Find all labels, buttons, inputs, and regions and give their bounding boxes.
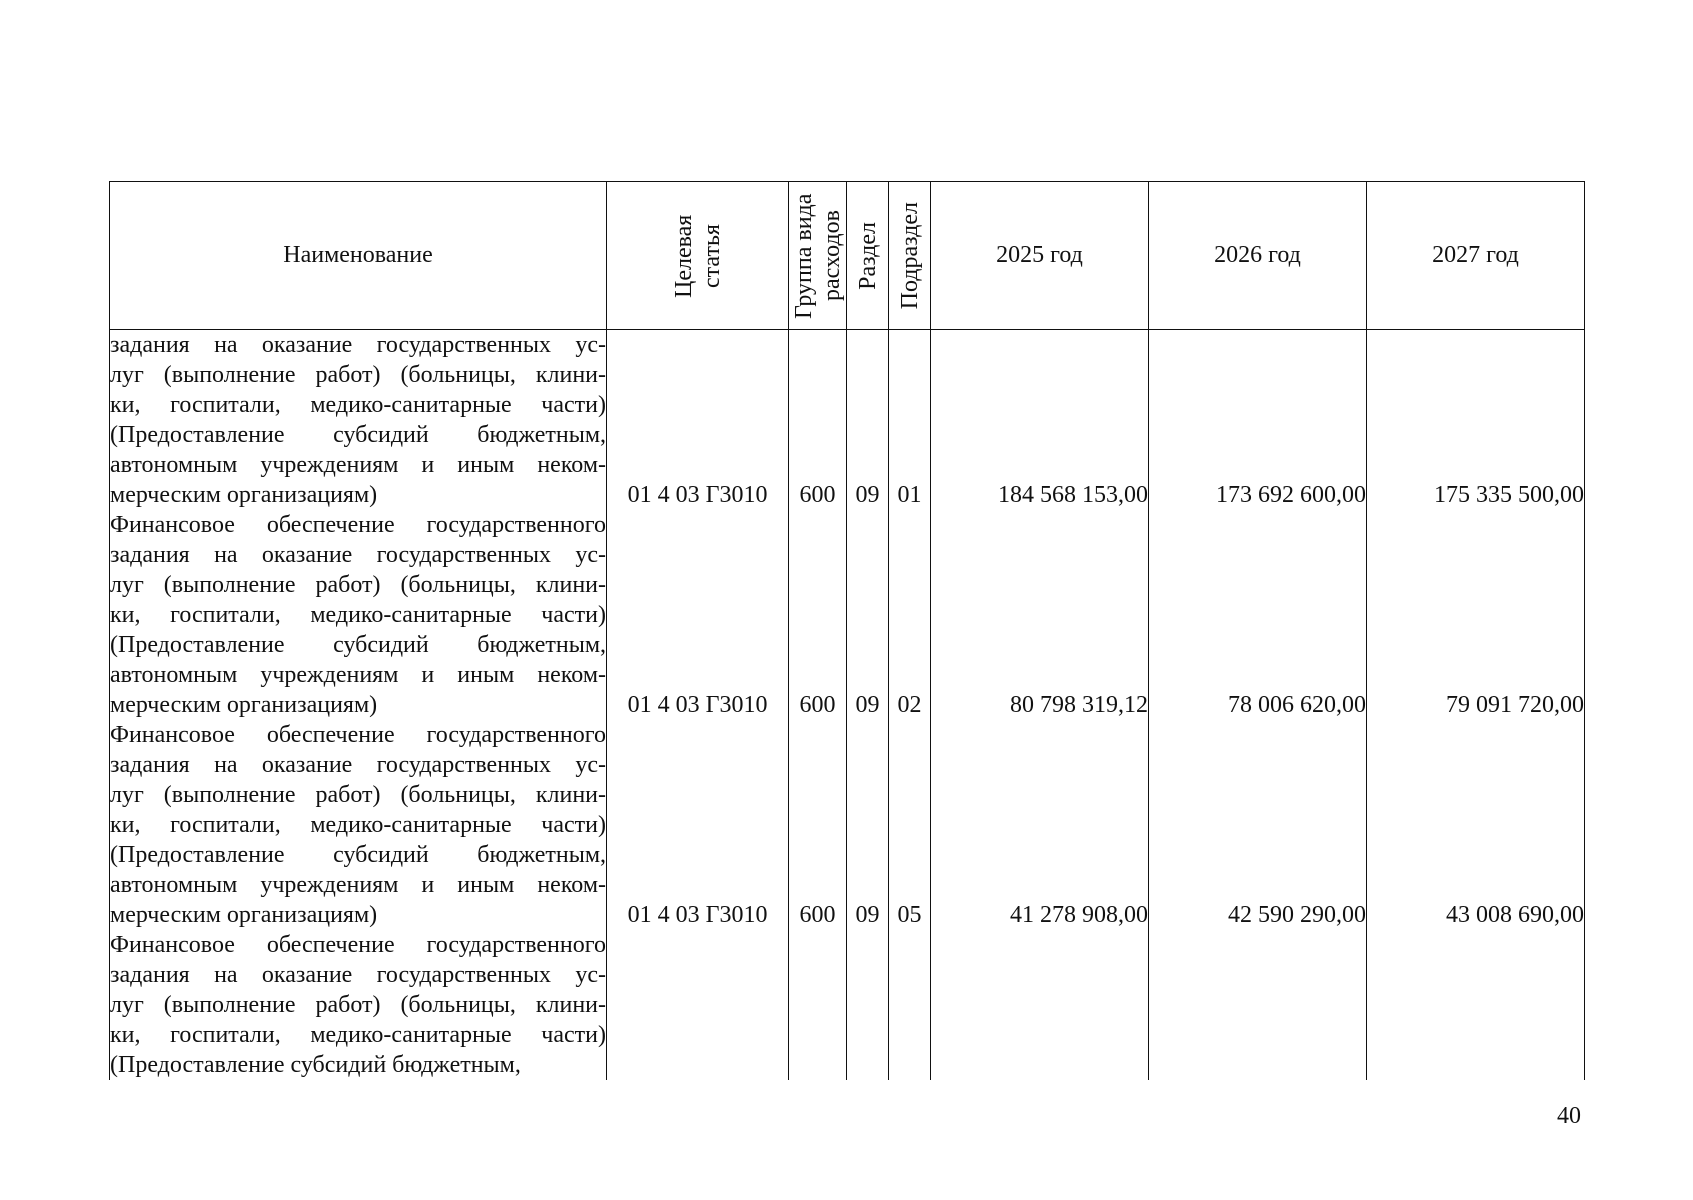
row-section: 09 xyxy=(847,510,889,720)
row-name-line: мерческим организациям) xyxy=(110,902,378,928)
row-amount-2025: 41 278 908,00 xyxy=(931,720,1149,930)
row-amount-2027: 79 091 720,00 xyxy=(1367,510,1585,720)
row-name-line: луг (выполнение работ) (больницы, клини- xyxy=(110,782,606,808)
row-target-article: 01 4 03 Г3010 xyxy=(607,510,789,720)
row-amount-2025 xyxy=(931,930,1149,1080)
row-name-line: (Предоставление субсидий бюджетным, xyxy=(110,422,606,448)
row-name-line: мерческим организациям) xyxy=(110,692,378,718)
row-amount-2026: 42 590 290,00 xyxy=(1149,720,1367,930)
row-name-line: Финансовое обеспечение государственного xyxy=(110,722,606,748)
row-section: 09 xyxy=(847,330,889,511)
row-name-line: задания на оказание государственных ус- xyxy=(110,332,606,358)
row-name-line: луг (выполнение работ) (больницы, клини- xyxy=(110,572,606,598)
row-expense-group: 600 xyxy=(789,330,847,511)
row-target-article xyxy=(607,930,789,1080)
header-2027: 2027 год xyxy=(1367,182,1585,330)
row-expense-group xyxy=(789,930,847,1080)
row-subsection: 02 xyxy=(889,510,931,720)
row-name-line: (Предоставление субсидий бюджетным, xyxy=(110,1052,521,1078)
row-name-line: ки, госпитали, медико-санитарные части) xyxy=(110,392,606,418)
header-section xyxy=(847,182,889,330)
header-subsection xyxy=(889,182,931,330)
header-target-article xyxy=(607,182,789,330)
row-amount-2027: 43 008 690,00 xyxy=(1367,720,1585,930)
header-2025: 2025 год xyxy=(931,182,1149,330)
row-amount-2025: 80 798 319,12 xyxy=(931,510,1149,720)
row-name-line: ки, госпитали, медико-санитарные части) xyxy=(110,602,606,628)
header-target-article-text: Целевая статья xyxy=(670,213,725,298)
row-expense-group: 600 xyxy=(789,720,847,930)
row-name-line: задания на оказание государственных ус- xyxy=(110,752,606,778)
row-name xyxy=(110,720,607,930)
row-name xyxy=(110,930,607,1080)
row-amount-2026: 78 006 620,00 xyxy=(1149,510,1367,720)
table-row xyxy=(110,330,1585,511)
row-amount-2025: 184 568 153,00 xyxy=(931,330,1149,511)
row-expense-group: 600 xyxy=(789,510,847,720)
row-name-line: луг (выполнение работ) (больницы, клини- xyxy=(110,992,606,1018)
page-number: 40 xyxy=(1557,1103,1581,1129)
table-body xyxy=(110,330,1585,1081)
row-section: 09 xyxy=(847,720,889,930)
table-row xyxy=(110,720,1585,930)
row-name-line: (Предоставление субсидий бюджетным, xyxy=(110,632,606,658)
header-expense-group-text: Группа вида расходов xyxy=(790,192,845,319)
budget-table xyxy=(109,181,1585,1080)
table-row xyxy=(110,930,1585,1080)
row-name-line: автономным учреждениям и иным неком- xyxy=(110,872,606,898)
row-name xyxy=(110,330,607,511)
row-name-line: задания на оказание государственных ус- xyxy=(110,542,606,568)
row-name-line: автономным учреждениям и иным неком- xyxy=(110,662,606,688)
header-section-text: Раздел xyxy=(854,221,881,290)
row-target-article: 01 4 03 Г3010 xyxy=(607,330,789,511)
table-header xyxy=(110,182,1585,330)
row-name-line: задания на оказание государственных ус- xyxy=(110,962,606,988)
row-amount-2026 xyxy=(1149,930,1367,1080)
row-amount-2026: 173 692 600,00 xyxy=(1149,330,1367,511)
row-name-line: мерческим организациям) xyxy=(110,482,378,508)
table-row xyxy=(110,510,1585,720)
row-section xyxy=(847,930,889,1080)
row-amount-2027: 175 335 500,00 xyxy=(1367,330,1585,511)
header-subsection-text: Подраздел xyxy=(896,201,923,310)
row-name-line: ки, госпитали, медико-санитарные части) xyxy=(110,1022,606,1048)
row-subsection xyxy=(889,930,931,1080)
header-expense-group xyxy=(789,182,847,330)
row-name-line: автономным учреждениям и иным неком- xyxy=(110,452,606,478)
row-target-article: 01 4 03 Г3010 xyxy=(607,720,789,930)
row-name-line: Финансовое обеспечение государственного xyxy=(110,932,606,958)
row-subsection: 05 xyxy=(889,720,931,930)
row-name-line: луг (выполнение работ) (больницы, клини- xyxy=(110,362,606,388)
header-name: Наименование xyxy=(110,182,607,330)
row-name-line: ки, госпитали, медико-санитарные части) xyxy=(110,812,606,838)
row-name xyxy=(110,510,607,720)
header-2026: 2026 год xyxy=(1149,182,1367,330)
row-subsection: 01 xyxy=(889,330,931,511)
row-amount-2027 xyxy=(1367,930,1585,1080)
row-name-line: (Предоставление субсидий бюджетным, xyxy=(110,842,606,868)
row-name-line: Финансовое обеспечение государственного xyxy=(110,512,606,538)
